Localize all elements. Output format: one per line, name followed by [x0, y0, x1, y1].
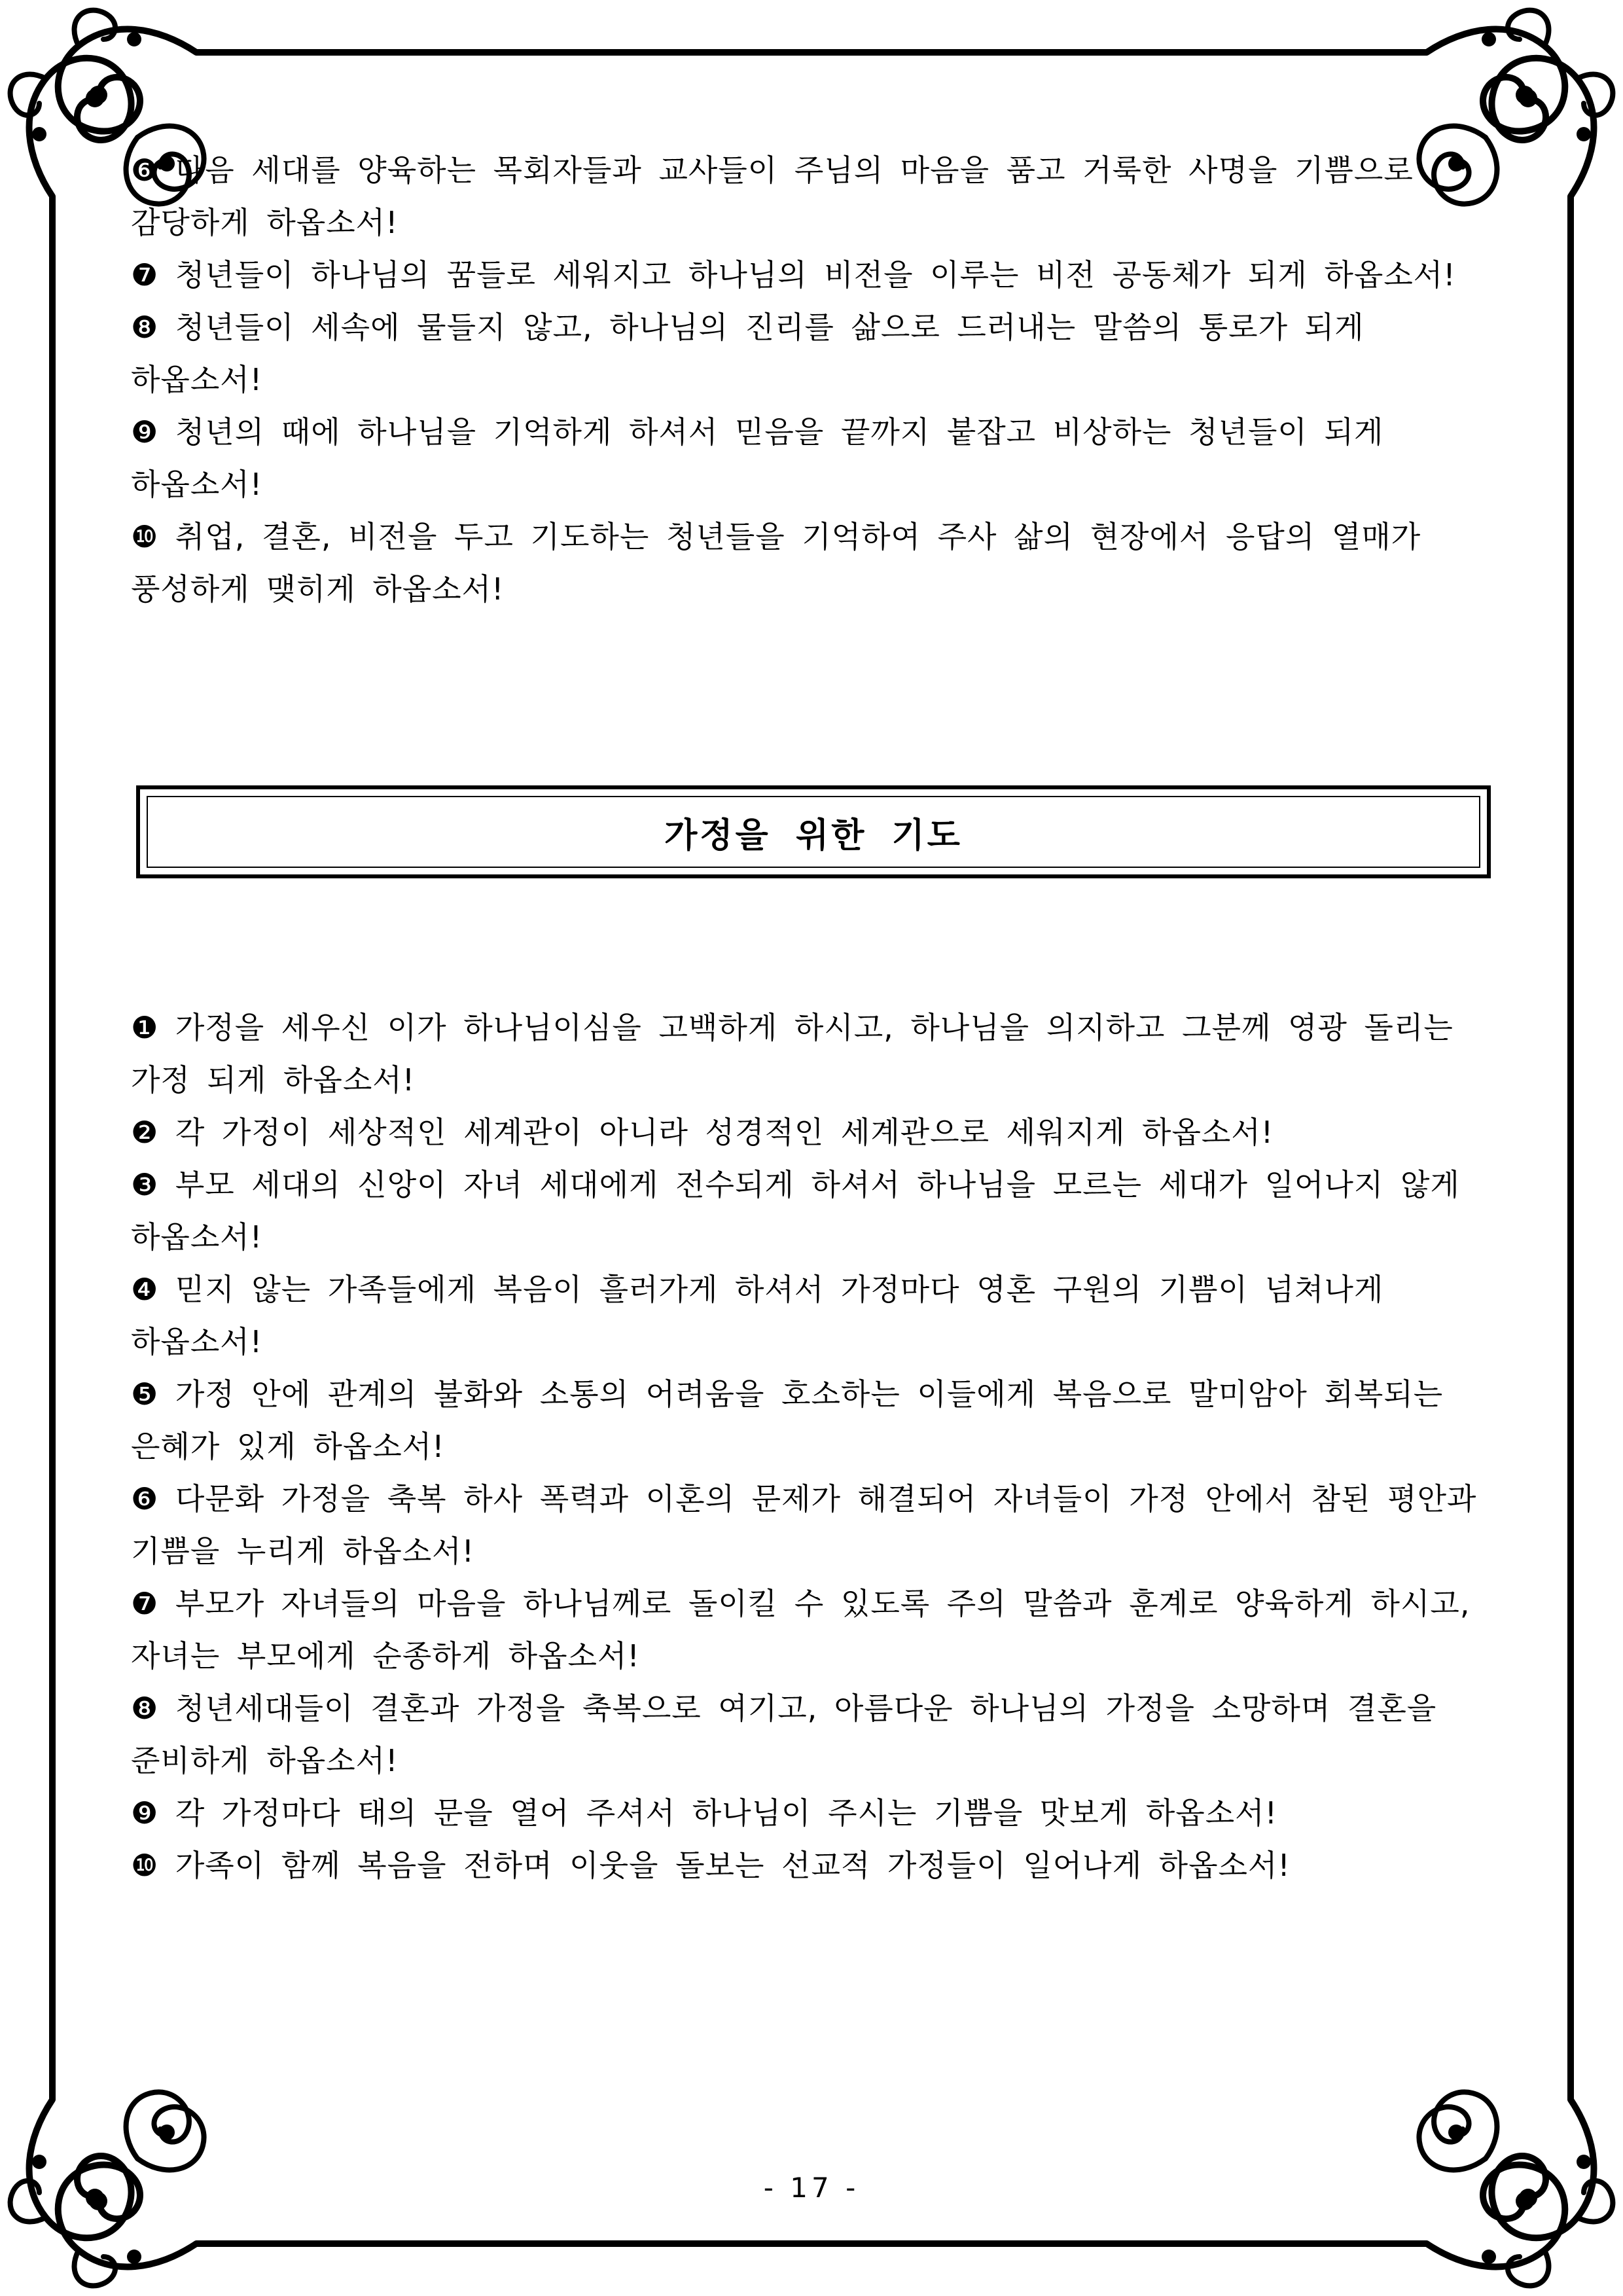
prayer-item: ❹ 믿지 않는 가족들에게 복음이 흘러가게 하셔서 가정마다 영혼 구원의 기쁨이 넘쳐나게 하옵소서!: [131, 1272, 1384, 1359]
prayer-item: ❻ 다문화 가정을 축복 하사 폭력과 이혼의 문제가 해결되어 자녀들이 가정 안에서 참된 평안과 기쁨을 누리게 하옵소서!: [131, 1481, 1477, 1569]
prayer-item: ❷ 각 가정이 세상적인 세계관이 아니라 성경적인 세계관으로 세워지게 하옵소서!: [131, 1115, 1274, 1150]
section-header-box: [136, 785, 1491, 878]
prayer-item: ❻ 다음 세대를 양육하는 목회자들과 교사들이 주님의 마음을 품고 거룩한 사명을 기쁨으로 감당하게 하옵소서!: [131, 152, 1414, 240]
page-number: - 17 -: [763, 2172, 860, 2204]
prayer-item: ❶ 가정을 세우신 이가 하나님이심을 고백하게 하시고, 하나님을 의지하고 그분께 영광 돌리는 가정 되게 하옵소서!: [131, 1010, 1454, 1098]
youth-prayer-list: [131, 144, 1479, 615]
prayer-item: ❽ 청년세대들이 결혼과 가정을 축복으로 여기고, 아름다운 하나님의 가정을 소망하며 결혼을 준비하게 하옵소서!: [131, 1691, 1437, 1778]
prayer-item: ❼ 청년들이 하나님의 꿈들로 세워지고 하나님의 비전을 이루는 비전 공동체가 되게 하옵소서!: [131, 257, 1456, 293]
prayer-item: ❼ 부모가 자녀들의 마음을 하나님께로 돌이킬 수 있도록 주의 말씀과 훈계로 양육하게 하시고, 자녀는 부모에게 순종하게 하옵소서!: [131, 1586, 1471, 1674]
prayer-item: ❺ 가정 안에 관계의 불화와 소통의 어려움을 호소하는 이들에게 복음으로 말미암아 회복되는 은혜가 있게 하옵소서!: [131, 1376, 1444, 1464]
prayer-item: ❿ 취업, 결혼, 비전을 두고 기도하는 청년들을 기억하여 주사 삶의 현장에서 응답의 열매가 풍성하게 맺히게 하옵소서!: [131, 519, 1421, 607]
prayer-item: ❿ 가족이 함께 복음을 전하며 이웃을 돌보는 선교적 가정들이 일어나게 하옵소서!: [131, 1848, 1291, 1883]
prayer-item: ❸ 부모 세대의 신앙이 자녀 세대에게 전수되게 하셔서 하나님을 모르는 세대가 일어나지 않게 하옵소서!: [131, 1167, 1460, 1255]
prayer-item: ❾ 각 가정마다 태의 문을 열어 주셔서 하나님이 주시는 기쁨을 맛보게 하옵소서!: [131, 1795, 1278, 1831]
section-title: 가정을 위한 기도: [664, 816, 963, 855]
prayer-item: ❾ 청년의 때에 하나님을 기억하게 하셔서 믿음을 끝까지 붙잡고 비상하는 청년들이 되게 하옵소서!: [131, 414, 1384, 502]
prayer-item: ❽ 청년들이 세속에 물들지 않고, 하나님의 진리를 삶으로 드러내는 말씀의 통로가 되게 하옵소서!: [131, 310, 1364, 397]
family-prayer-list: [131, 1001, 1479, 1892]
